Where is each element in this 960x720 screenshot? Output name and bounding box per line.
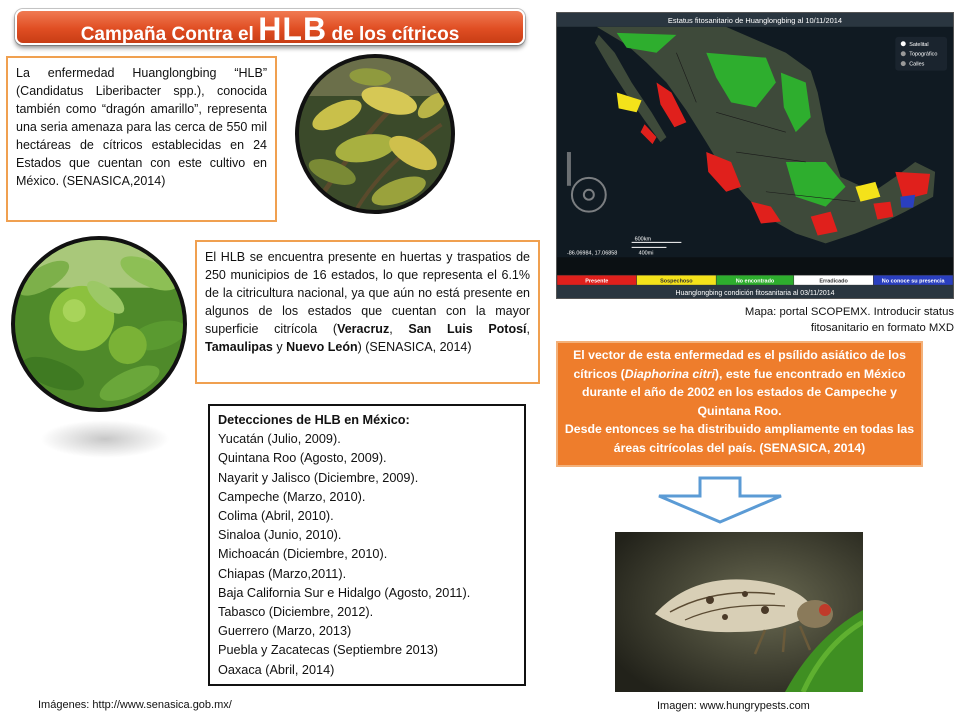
detection-item: Oaxaca (Abril, 2014) bbox=[218, 662, 335, 677]
detection-item: Michoacán (Diciembre, 2010). bbox=[218, 547, 388, 562]
title-banner bbox=[15, 9, 525, 45]
detection-item: Guerrero (Marzo, 2013) bbox=[218, 624, 352, 639]
layer-satelital[interactable]: Satelital bbox=[909, 41, 929, 48]
detections-title: Detecciones de HLB en México: bbox=[218, 413, 410, 427]
title-prefix: Campaña Contra el bbox=[80, 24, 254, 45]
vector-text-box bbox=[556, 341, 923, 467]
detection-item: Campeche (Marzo, 2010). bbox=[218, 489, 366, 504]
separator: , bbox=[526, 322, 530, 336]
detection-item: Chiapas (Marzo,2011). bbox=[218, 566, 347, 581]
state-slp: San Luis Potosí bbox=[408, 322, 527, 336]
presence-text-part1: El HLB se encuentra presente en huertas y traspatios de 250 municipios de 16 estados, lo que representa el 6.1% de la citricultura nacional, ya que aún no está presente en algunos de los estados que cuentan con la mayor superficie citrícola ( bbox=[205, 250, 530, 336]
vector-text-part2: ), este fue encontrado en México durante el año de 2002 en los estados de Campeche y Quintana Roo. bbox=[581, 366, 906, 418]
title-suffix: de los cítricos bbox=[331, 24, 460, 45]
state-tamaulipas: Tamaulipas bbox=[205, 340, 273, 354]
psyllid-photo bbox=[615, 532, 863, 692]
legend-no-encontrado: No encontrado bbox=[735, 278, 775, 285]
images-credit: Imágenes: http://www.senasica.gob.mx/ bbox=[38, 699, 232, 711]
map-caption: Mapa: portal SCOPEMX. Introducir status fitosanitario en formato MXD bbox=[744, 306, 954, 334]
down-arrow-icon bbox=[655, 476, 785, 524]
intro-text-box bbox=[6, 56, 277, 222]
state-veracruz: Veracruz bbox=[337, 322, 390, 336]
scale-km: 600km bbox=[634, 236, 651, 243]
layer-topografico[interactable]: Topográfico bbox=[909, 51, 938, 58]
map-header: Estatus fitosanitario de Huanglongbing al 10/11/2014 bbox=[667, 15, 843, 25]
detection-item: Tabasco (Diciembre, 2012). bbox=[218, 605, 374, 620]
map-legend bbox=[557, 275, 953, 298]
species-name: Diaphorina citri bbox=[624, 366, 715, 381]
title-highlight: HLB bbox=[258, 11, 328, 47]
map-coords: -86.06984, 17.06858 bbox=[566, 250, 618, 257]
separator: , bbox=[389, 322, 409, 336]
legend-sospechoso: Sospechoso bbox=[660, 278, 693, 285]
map-footer: Huanglongbing condición fitosanitaria al 03/11/2014 bbox=[675, 290, 835, 298]
state-nuevo-leon: Nuevo León bbox=[286, 340, 358, 354]
yellow-leaves-photo bbox=[295, 54, 455, 214]
detection-item: Puebla y Zacatecas (Septiembre 2013) bbox=[218, 643, 439, 658]
separator: y bbox=[272, 340, 287, 354]
intro-text: La enfermedad Huanglongbing “HLB” (Candidatus Liberibacter spp.), conocida también como “dragón amarillo”, representa una seria amenaza para las cerca de 550 mil hectáreas de cítricos establecidas en 24 Estados que cuentan con este cultivo en México. (SENASICA,2014) bbox=[16, 66, 267, 188]
green-citrus-photo bbox=[11, 236, 187, 412]
detection-item: Colima (Abril, 2010). bbox=[218, 509, 334, 524]
layer-calles[interactable]: Calles bbox=[909, 61, 925, 68]
image-credit: Imagen: www.hungrypests.com bbox=[657, 700, 810, 712]
detection-item: Quintana Roo (Agosto, 2009). bbox=[218, 451, 387, 466]
hlb-status-map bbox=[556, 12, 954, 299]
detection-item: Sinaloa (Junio, 2010). bbox=[218, 528, 342, 543]
detection-item: Nayarit y Jalisco (Diciembre, 2009). bbox=[218, 470, 419, 485]
vector-text-part3: Desde entonces se ha distribuido ampliamente en todas las áreas citrícolas del país. (SENASICA, 2014) bbox=[564, 422, 915, 455]
photo-shadow bbox=[40, 420, 170, 458]
presence-text-box bbox=[195, 240, 540, 384]
presence-text-part2: ) (SENASICA, 2014) bbox=[357, 340, 472, 354]
legend-erradicado: Erradicado bbox=[819, 278, 848, 285]
legend-no-conoce: No conoce su presencia bbox=[881, 278, 945, 285]
detection-item: Baja California Sur e Hidalgo (Agosto, 2011). bbox=[218, 585, 471, 600]
vector-text-part1: El vector de esta enfermedad es el psílido asiático de los cítricos ( bbox=[573, 348, 906, 381]
legend-presente: Presente bbox=[585, 278, 609, 285]
detection-item: Yucatán (Julio, 2009). bbox=[218, 432, 341, 447]
scale-mi: 400mi bbox=[638, 250, 654, 257]
detections-box bbox=[208, 404, 526, 686]
